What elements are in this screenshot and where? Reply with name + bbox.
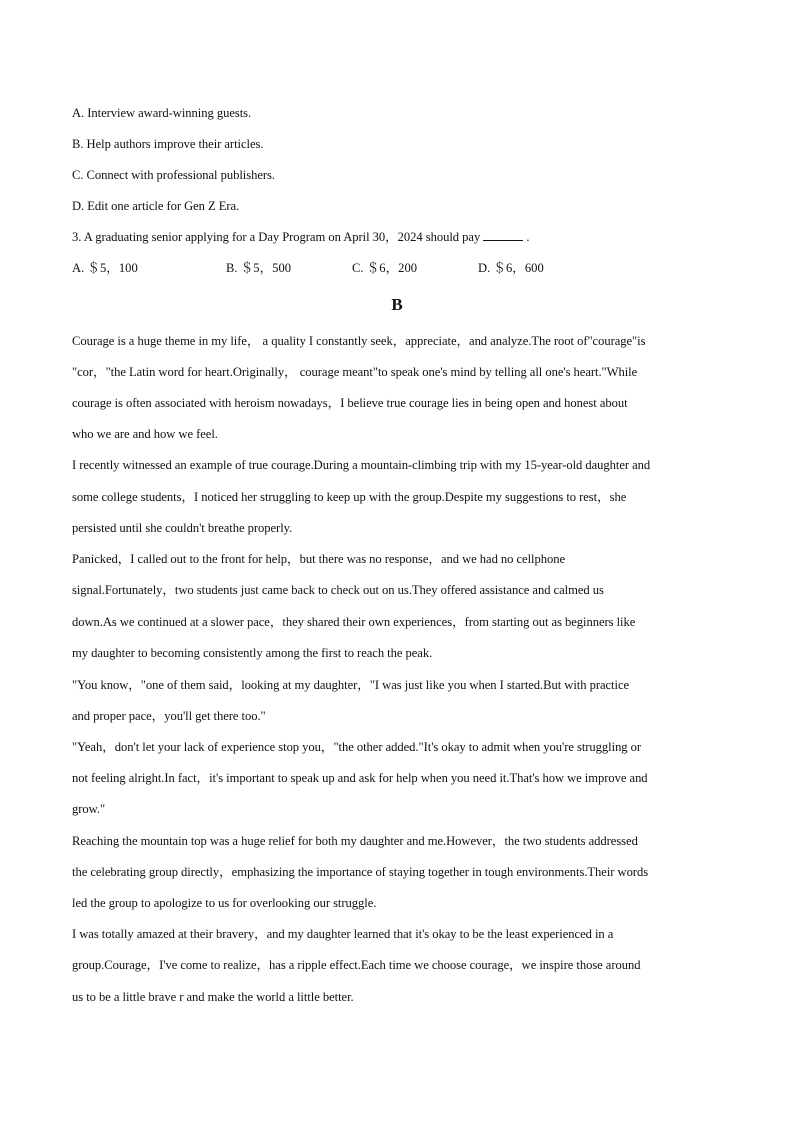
passage-line: and proper pace，you'll get there too." — [72, 709, 266, 723]
passage-line: signal.Fortunately，two students just came back to check out on us.They offered assistance and calmed us — [72, 583, 604, 597]
passage-line: down.As we continued at a slower pace，they shared their own experiences，from starting out as beginners like — [72, 615, 636, 629]
passage-line: "Yeah，don't let your lack of experience stop you，"the other added."It's okay to admit when you're struggling or — [72, 740, 642, 754]
passage-line: who we are and how we feel. — [72, 427, 218, 441]
q2-option-b: B. Help authors improve their articles. — [72, 137, 264, 151]
passage-line: "You know，"one of them said，looking at my daughter，"I was just like you when I started.But with practice — [72, 678, 630, 692]
passage-line: the celebrating group directly，emphasizing the importance of staying together in tough environments.Their words — [72, 865, 649, 879]
passage-line: us to be a little brave r and make the world a little better. — [72, 990, 354, 1004]
passage-line: some college students，I noticed her struggling to keep up with the group.Despite my suggestions to rest，she — [72, 490, 627, 504]
passage-line: Courage is a huge theme in my life， a quality I constantly seek，appreciate，and analyze.The root of"courage"is — [72, 334, 646, 348]
q3-option-c: C. ＄6，200 — [352, 261, 418, 275]
passage-line: persisted until she couldn't breathe properly. — [72, 521, 293, 535]
q2-option-c: C. Connect with professional publishers. — [72, 168, 275, 182]
passage-line: my daughter to becoming consistently among the first to reach the peak. — [72, 646, 433, 660]
section-title: B — [391, 295, 403, 314]
passage-line: I recently witnessed an example of true courage.During a mountain-climbing trip with my 15-year-old daughter and — [72, 458, 651, 472]
passage-line: Panicked，I called out to the front for help，but there was no response，and we had no cellphone — [72, 552, 566, 566]
passage-line: grow." — [72, 802, 106, 816]
q2-option-d: D. Edit one article for Gen Z Era. — [72, 199, 240, 213]
q3-option-b: B. ＄5，500 — [226, 261, 292, 275]
q3-option-d: D. ＄6，600 — [478, 261, 544, 275]
passage-line: courage is often associated with heroism nowadays，I believe true courage lies in being open and honest about — [72, 396, 628, 410]
answer-blank — [483, 229, 523, 241]
q3-stem-end: . — [523, 230, 530, 244]
passage-line: I was totally amazed at their bravery，and my daughter learned that it's okay to be the least experienced in a — [72, 927, 614, 941]
passage-line: Reaching the mountain top was a huge relief for both my daughter and me.However，the two students addressed — [72, 834, 638, 848]
q3-stem: 3. A graduating senior applying for a Day Program on April 30，2024 should pay — [72, 230, 481, 244]
passage-line: "cor，"the Latin word for heart.Originally， courage meant"to speak one's mind by telling all one's heart."While — [72, 365, 638, 379]
passage-line: led the group to apologize to us for overlooking our struggle. — [72, 896, 377, 910]
q3-option-a: A. ＄5，100 — [72, 261, 138, 275]
q3-question — [72, 229, 530, 245]
q3-options — [72, 260, 672, 276]
passage-line: not feeling alright.In fact，it's important to speak up and ask for help when you need it.That's how we improve and — [72, 771, 648, 785]
passage-line: group.Courage，I've come to realize，has a ripple effect.Each time we choose courage，we inspire those around — [72, 958, 641, 972]
q2-option-a: A. Interview award-winning guests. — [72, 106, 252, 120]
